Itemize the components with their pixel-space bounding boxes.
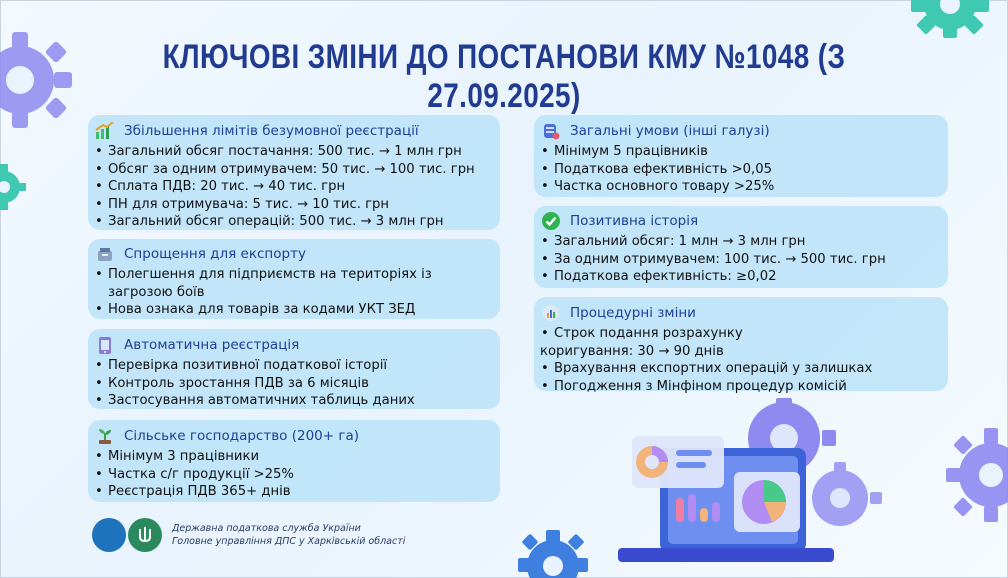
card-auto-list [94, 357, 500, 410]
seedling-icon [94, 426, 116, 446]
gear-decoration-bottom-right-icon [946, 420, 1008, 530]
list-item: • Податкова ефективність: ≥0,02 [554, 268, 948, 286]
card-export-title: Спрощення для експорту [124, 246, 306, 262]
list-item: • Нова ознака для товарів за кодами УКТ ЗЕД [108, 301, 468, 319]
list-item: • ПН для отримувача: 5 тис. → 10 тис. грн [108, 196, 500, 214]
footer-text [172, 522, 405, 548]
card-auto [88, 329, 500, 409]
list-item: • Врахування експортних операцій у залишках [554, 360, 948, 378]
list-item: • Застосування автоматичних таблиць даних [108, 392, 500, 410]
list-item: • Частка основного товару >25% [554, 178, 948, 196]
list-item: • Мінімум 5 працівників [554, 143, 948, 161]
card-history [534, 206, 948, 288]
footer-logos [92, 518, 405, 552]
gear-decoration-bottom-center-icon [518, 528, 588, 578]
clipboard-phone-icon [94, 335, 116, 355]
list-item: • Мінімум 3 працівники [108, 448, 500, 466]
list-item: • Погодження з Мінфіном процедур комісій [554, 378, 948, 396]
list-item: • Перевірка позитивної податкової історії [108, 357, 500, 375]
card-limits-list [94, 143, 500, 231]
list-item-continuation: коригування: 30 → 90 днів [540, 343, 724, 359]
dps-logo-icon [92, 518, 126, 552]
list-item: • Обсяг за одним отримувачем: 50 тис. → 100 тис. грн [108, 161, 500, 179]
gear-decoration-left-small-icon [0, 160, 30, 214]
trident-logo-icon [128, 518, 162, 552]
list-item: • Загальний обсяг постачання: 500 тис. → 1 млн грн [108, 143, 500, 161]
chart-report-icon [540, 303, 562, 323]
list-item: • Податкова ефективність >0,05 [554, 161, 948, 179]
check-circle-icon [540, 211, 562, 231]
list-item: • Частка с/г продукції >25% [108, 466, 500, 484]
list-item: • Полегшення для підприємств на територіях із загрозою боїв [108, 266, 468, 301]
card-general-title: Загальні умови (інші галузі) [570, 123, 770, 139]
card-export [88, 239, 500, 319]
card-general [534, 115, 948, 197]
card-limits-title: Збільшення лімітів безумовної реєстрації [124, 123, 419, 139]
list-item: • Строк подання розрахунку [554, 325, 948, 343]
list-item: • Сплата ПДВ: 20 тис. → 40 тис. грн [108, 178, 500, 196]
footer-line-1: Державна податкова служба України [172, 523, 361, 534]
card-history-list [540, 233, 948, 286]
gear-decoration-top-right-icon [905, 0, 995, 42]
page-title: КЛЮЧОВІ ЗМІНИ ДО ПОСТАНОВИ КМУ №1048 (З 27.09.2025) [162, 38, 846, 115]
card-procedure-list-rest [540, 360, 948, 395]
card-export-list [94, 266, 468, 319]
gear-decoration-left-icon [0, 20, 80, 140]
list-item: • Реєстрація ПДВ 365+ днів [108, 483, 500, 501]
card-procedure-title: Процедурні зміни [570, 305, 696, 321]
export-box-icon [94, 244, 116, 264]
card-agro-title: Сільське господарство (200+ га) [124, 428, 359, 444]
card-history-title: Позитивна історія [570, 213, 699, 229]
card-procedure [534, 297, 948, 394]
database-shield-icon [540, 121, 562, 141]
list-item: • За одним отримувачем: 100 тис. → 500 тис. грн [554, 251, 948, 269]
card-auto-title: Автоматична реєстрація [124, 337, 300, 353]
list-item: • Загальний обсяг операцій: 500 тис. → 3 млн грн [108, 213, 500, 231]
card-limits [88, 115, 500, 230]
card-agro-list [94, 448, 500, 501]
footer-line-2: Головне управління ДПС у Харківській області [172, 536, 406, 547]
card-procedure-list [540, 325, 948, 343]
laptop-dashboard-illustration [612, 398, 932, 568]
list-item: • Контроль зростання ПДВ за 6 місяців [108, 375, 500, 393]
card-agro [88, 420, 500, 502]
list-item: • Загальний обсяг: 1 млн → 3 млн грн [554, 233, 948, 251]
card-general-list [540, 143, 948, 196]
bar-chart-growth-icon [94, 121, 116, 141]
